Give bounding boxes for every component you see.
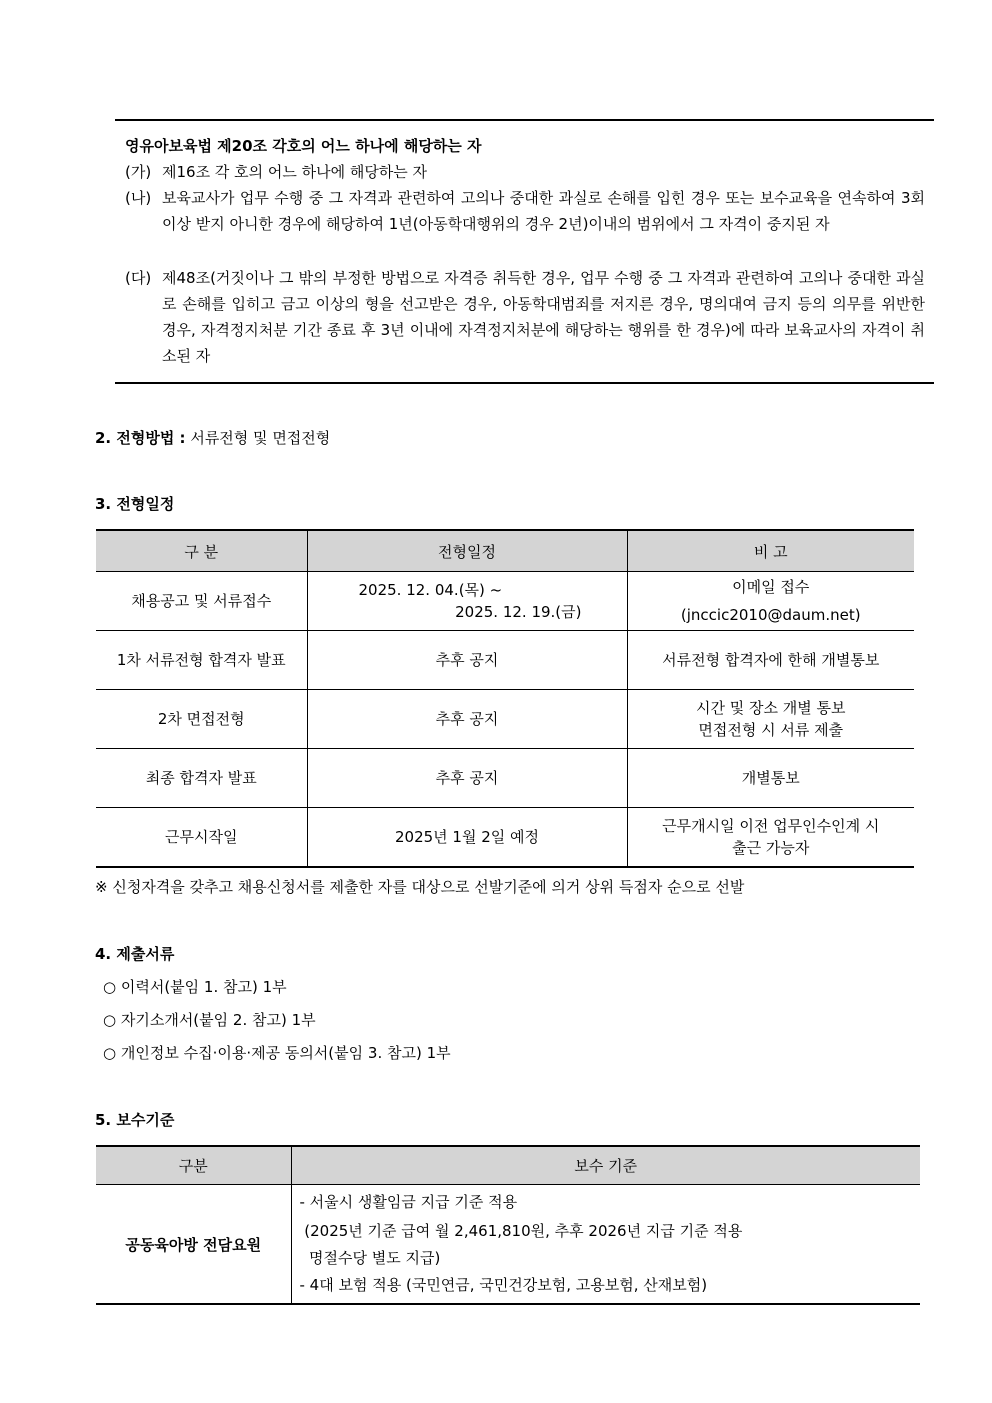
item-text: 제48조(거짓이나 그 밖의 부정한 방법으로 자격증 취득한 경우, 업무 수행 중 그 자격과 관련하여 고의나 중대한 과실로 손해를 입히고 금고 이상의 형을 선고받은 경우, 아동학대범죄를 저지른 경우, 명의대여 금지 등의 의무를 위반한 경우, 자격정지처분 기간 종료 후 3년 이내에 자격정지처분에 해당하는 행위를 한 경우)에 따라 보육교사의 자격이 취소된 자 bbox=[162, 269, 925, 365]
remark-line: 출근 가능자 bbox=[732, 839, 810, 857]
document-item: ○ 자기소개서(붙임 2. 참고) 1부 bbox=[103, 1011, 316, 1029]
section-label: 5. 보수기준 bbox=[95, 1111, 175, 1129]
pay-line: 명절수당 별도 지급) bbox=[299, 1249, 441, 1267]
email-text: (jnccic2010@daum.net) bbox=[680, 606, 861, 624]
table-row bbox=[96, 1185, 920, 1305]
section-label: 2. 전형방법 : bbox=[95, 429, 186, 447]
date-end: 2025. 12. 19.(금) bbox=[455, 603, 582, 621]
document-item: ○ 이력서(붙임 1. 참고) 1부 bbox=[103, 978, 287, 996]
item-mark: (가) bbox=[125, 163, 152, 181]
stage-cell: 1차 서류전형 합격자 발표 bbox=[96, 631, 307, 690]
section-label: 4. 제출서류 bbox=[95, 945, 175, 963]
item-text: 제16조 각 호의 어느 하나에 해당하는 자 bbox=[162, 163, 428, 181]
remark-cell bbox=[627, 690, 914, 749]
table-header-row bbox=[96, 530, 914, 572]
remark-cell: 서류전형 합격자에 한해 개별통보 bbox=[627, 631, 914, 690]
table-header-row bbox=[96, 1146, 920, 1185]
section-label: 3. 전형일정 bbox=[95, 495, 175, 513]
section-documents-heading bbox=[95, 943, 174, 964]
date-start: 2025. 12. 04.(목) ~ bbox=[358, 581, 503, 599]
stage-cell: 2차 면접전형 bbox=[96, 690, 307, 749]
item-mark: (나) bbox=[125, 189, 152, 207]
date-cell: 추후 공지 bbox=[307, 631, 627, 690]
remark-line: 시간 및 장소 개별 통보 bbox=[696, 699, 846, 717]
date-cell: 2025년 1월 2일 예정 bbox=[307, 808, 627, 868]
item-text: 보육교사가 업무 수행 중 그 자격과 관련하여 고의나 중대한 과실로 손해를 입힌 경우 또는 보수교육을 연속하여 3회 이상 받지 아니한 경우에 해당하여 1년(아동학대행위의 경우 2년)이내의 범위에서 그 자격이 중지된 자 bbox=[162, 189, 925, 233]
remark-line: 면접전형 시 서류 제출 bbox=[698, 721, 844, 739]
stage-cell: 채용공고 및 서류접수 bbox=[96, 572, 307, 631]
table-row bbox=[96, 631, 914, 690]
pay-line: - 서울시 생활임금 지급 기준 적용 bbox=[299, 1193, 518, 1211]
remark-line: 근무개시일 이전 업무인수인계 시 bbox=[662, 817, 880, 835]
remark-cell: 개별통보 bbox=[627, 749, 914, 808]
column-header: 전형일정 bbox=[307, 530, 627, 572]
table-row bbox=[96, 572, 914, 631]
pay-table bbox=[96, 1145, 920, 1305]
remark-cell bbox=[627, 572, 914, 631]
table-row bbox=[96, 808, 914, 868]
pay-line: - 4대 보험 적용 (국민연금, 국민건강보험, 고용보험, 산재보험) bbox=[299, 1276, 708, 1294]
section-schedule-heading bbox=[95, 493, 174, 514]
column-header: 보수 기준 bbox=[291, 1146, 920, 1185]
selection-note: ※ 신청자격을 갖추고 채용신청서를 제출한 자를 대상으로 선발기준에 의거 상위 득점자 순으로 선발 bbox=[95, 878, 745, 896]
date-cell: 추후 공지 bbox=[307, 749, 627, 808]
table-row bbox=[96, 749, 914, 808]
disqualification-box bbox=[115, 119, 934, 384]
item-mark: (다) bbox=[125, 269, 152, 287]
pay-detail-cell bbox=[291, 1185, 920, 1305]
section-selection-method bbox=[95, 427, 330, 448]
disqualification-item bbox=[125, 265, 925, 369]
date-cell bbox=[307, 572, 627, 631]
column-header: 구분 bbox=[96, 1146, 291, 1185]
disqualification-item bbox=[125, 159, 925, 185]
section-pay-heading bbox=[95, 1109, 174, 1130]
pay-line: (2025년 기준 급여 월 2,461,810원, 추후 2026년 지급 기준 적용 bbox=[299, 1222, 743, 1240]
date-cell: 추후 공지 bbox=[307, 690, 627, 749]
section-value: 서류전형 및 면접전형 bbox=[190, 429, 331, 447]
disqualification-item bbox=[125, 185, 925, 237]
role-cell: 공동육아방 전담요원 bbox=[96, 1185, 291, 1305]
document-item: ○ 개인정보 수집·이용·제공 동의서(붙임 3. 참고) 1부 bbox=[103, 1044, 451, 1062]
stage-cell: 근무시작일 bbox=[96, 808, 307, 868]
disqualification-title: 영유아보육법 제20조 각호의 어느 하나에 해당하는 자 bbox=[125, 137, 482, 155]
remark-cell bbox=[627, 808, 914, 868]
stage-cell: 최종 합격자 발표 bbox=[96, 749, 307, 808]
table-row bbox=[96, 690, 914, 749]
schedule-table bbox=[96, 529, 914, 868]
remark-line: 이메일 접수 bbox=[732, 578, 810, 596]
column-header: 비 고 bbox=[627, 530, 914, 572]
column-header: 구 분 bbox=[96, 530, 307, 572]
